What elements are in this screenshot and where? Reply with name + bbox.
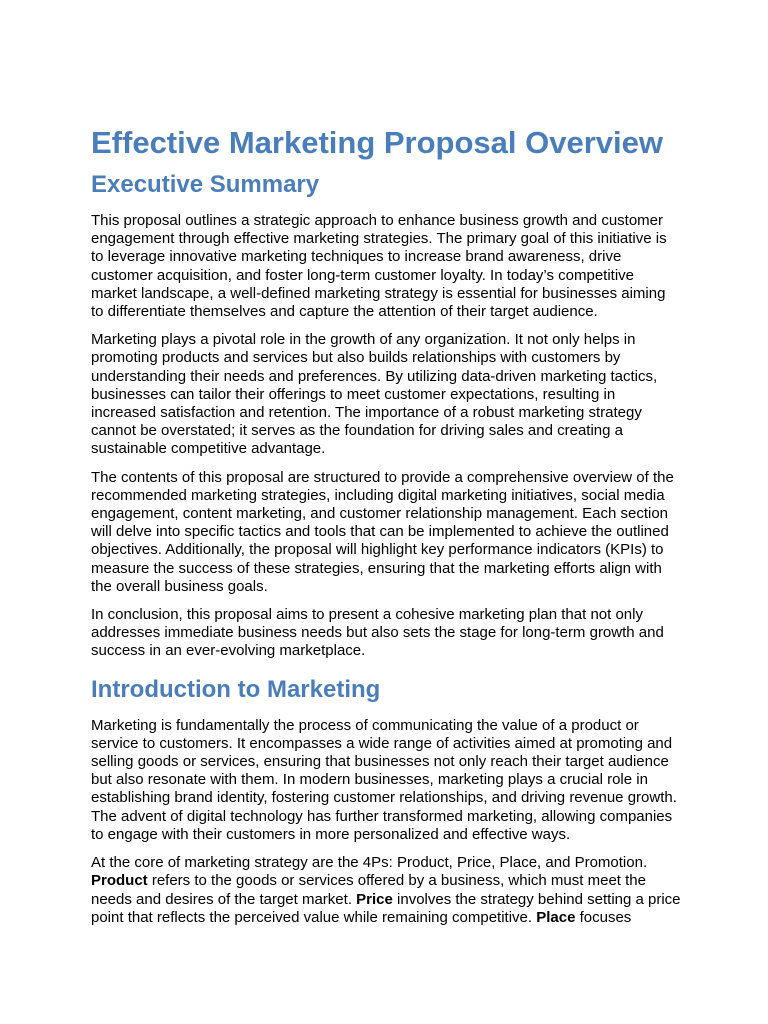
price-description: involves the strategy behind setting a price point that reflects the perceived value while remaining competitive. xyxy=(91,890,681,926)
paragraph: In conclusion, this proposal aims to present a cohesive marketing plan that not only addresses immediate business needs but also sets the stage for long-term growth and success in an ever-evolving marketplace. xyxy=(91,606,664,660)
paragraph-4ps xyxy=(91,854,681,927)
paragraph: This proposal outlines a strategic approach to enhance business growth and customer engagement through effective marketing strategies. The primary goal of this initiative is to leverage innovative marketing techniques to increase brand awareness, drive customer acquisition, and foster long-term customer loyalty. In today’s competitive market landscape, a well-defined marketing strategy is essential for businesses aiming to differentiate themselves and capture the attention of their target audience. xyxy=(91,212,667,321)
place-description: focuses xyxy=(575,908,632,926)
term-price: Price xyxy=(356,890,393,908)
paragraph: Marketing plays a pivotal role in the growth of any organization. It not only helps in promoting products and services but also builds relationships with customers by understanding their needs and preferences. By utilizing data-driven marketing tactics, businesses can tailor their offerings to meet customer expectations, resulting in increased satisfaction and retention. The importance of a robust marketing strategy cannot be overstated; it serves as the foundation for driving sales and creating a sustainable competitive advantage. xyxy=(91,331,658,458)
heading-executive-summary: Executive Summary xyxy=(91,171,320,198)
term-product: Product xyxy=(91,872,148,890)
product-description: refers to the goods or services offered by a business, which must meet the needs and desires of the target market. xyxy=(91,872,646,908)
paragraph: Marketing is fundamentally the process of communicating the value of a product or service to customers. It encompasses a wide range of activities aimed at promoting and selling goods or services, ensuring that businesses not only reach their target audience but also resonate with them. In modern businesses, marketing plays a crucial role in establishing brand identity, fostering customer relationships, and driving revenue growth. The advent of digital technology has further transformed marketing, allowing companies to engage with their customers in more personalized and effective ways. xyxy=(91,716,677,843)
document-title: Effective Marketing Proposal Overview xyxy=(91,125,663,160)
term-place: Place xyxy=(536,908,576,926)
document-page xyxy=(91,121,681,937)
paragraph: The contents of this proposal are structured to provide a comprehensive overview of the recommended marketing strategies, including digital marketing initiatives, social media engagement, content marketing, and customer relationship management. Each section will delve into specific tactics and tools that can be implemented to achieve the outlined objectives. Additionally, the proposal will highlight key performance indicators (KPIs) to measure the success of these strategies, ensuring that the marketing efforts align with the overall business goals. xyxy=(91,468,674,595)
heading-introduction: Introduction to Marketing xyxy=(91,675,381,703)
paragraph-4ps-intro: At the core of marketing strategy are the 4Ps: Product, Price, Place, and Promotion. xyxy=(91,854,648,872)
